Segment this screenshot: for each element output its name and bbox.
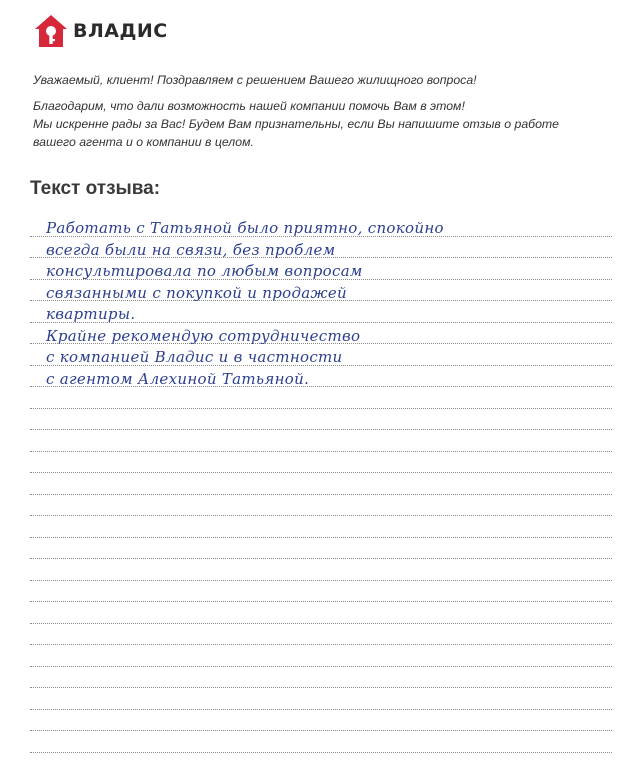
thanks-line-1: Благодарим, что дали возможность нашей компании помочь Вам в этом! bbox=[33, 99, 465, 113]
review-line: с компанией Владис и в частности bbox=[46, 348, 343, 366]
review-line: квартиры. bbox=[46, 305, 136, 323]
review-line: с агентом Алехиной Татьяной. bbox=[46, 369, 310, 388]
handwritten-review bbox=[46, 218, 618, 390]
thanks-text bbox=[33, 97, 613, 151]
thanks-line-3: вашего агента и о компании в целом. bbox=[33, 135, 254, 149]
review-title: Текст отзыва: bbox=[30, 178, 161, 199]
review-line: консультировала по любым вопросам bbox=[46, 262, 363, 280]
thanks-line-2: Мы искренне рады за Вас! Будем Вам признательны, если Вы напишите отзыв о работе bbox=[33, 117, 560, 131]
review-line: всегда были на связи, без проблем bbox=[46, 240, 336, 259]
review-line: связанными с покупкой и продажей bbox=[46, 283, 347, 302]
review-line: Крайне рекомендую сотрудничество bbox=[46, 326, 361, 345]
review-line: Работать с Татьяной было приятно, спокойно bbox=[46, 219, 444, 237]
greeting: Уважаемый, клиент! Поздравляем с решением Вашего жилищного вопроса! bbox=[33, 73, 477, 87]
brand-name: ВЛАДИС bbox=[73, 20, 168, 42]
intro-text bbox=[33, 71, 613, 151]
house-key-icon bbox=[34, 14, 68, 48]
brand-logo bbox=[34, 14, 168, 48]
